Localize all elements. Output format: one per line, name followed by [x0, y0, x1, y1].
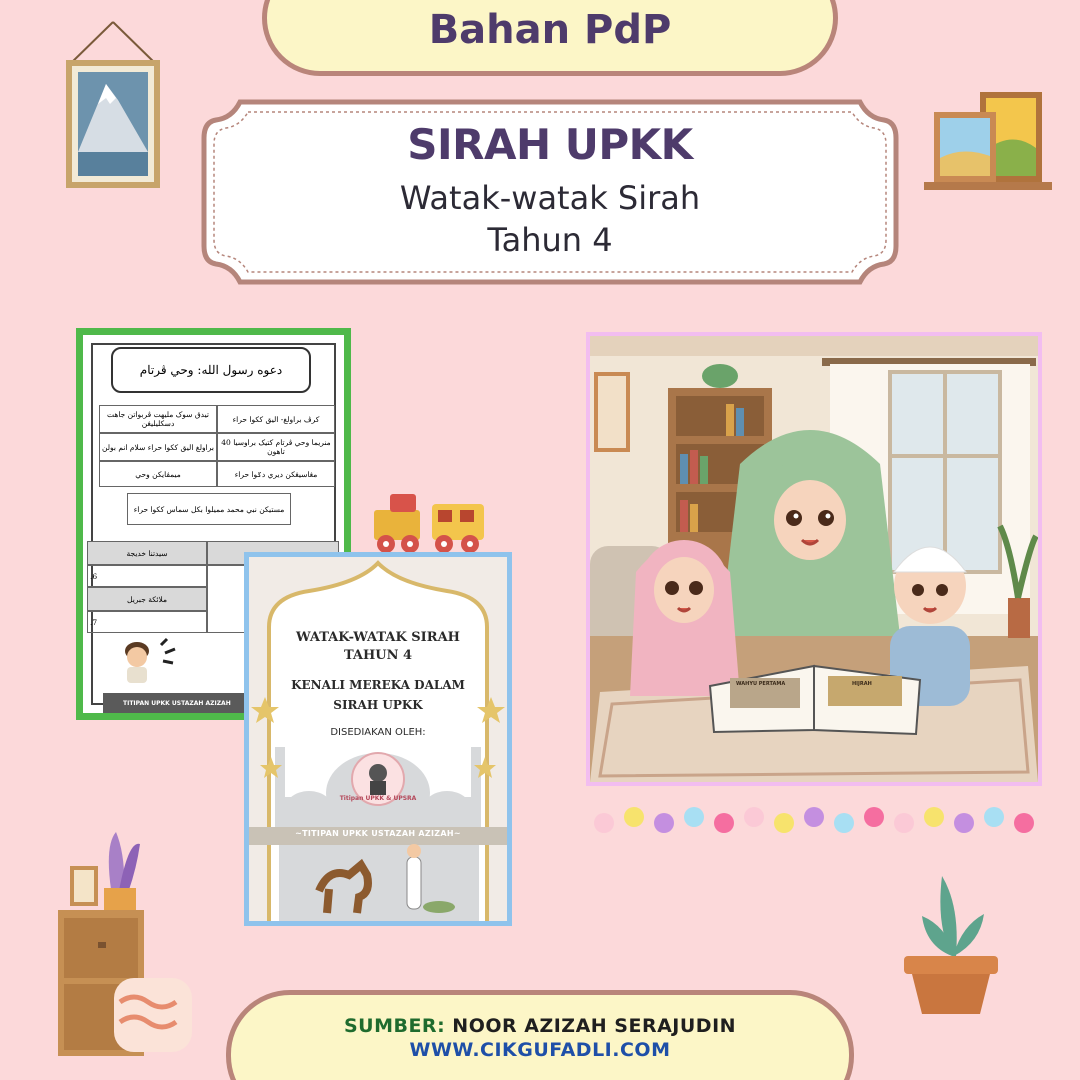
source-label: SUMBER: — [343, 1015, 446, 1037]
decorative-dot — [624, 807, 644, 827]
worksheet-table — [95, 405, 335, 535]
worksheet-cell: مڠاسيڠكن ديري دݢوا حراء — [217, 461, 335, 487]
decorative-dot — [594, 813, 614, 833]
decorative-dot — [864, 807, 884, 827]
page-title: SIRAH UPKK — [407, 120, 693, 169]
decorative-dot — [954, 813, 974, 833]
worksheet-cell: براولغ اليق ككوا حراء سلام انم بولن — [99, 433, 217, 461]
decorative-dot — [834, 813, 854, 833]
book-right-caption: HIJRAH — [852, 681, 872, 687]
mosque-arch-icon — [249, 557, 507, 921]
cover-credit: ~TITIPAN UPKK USTAZAH AZIZAH~ — [295, 829, 461, 838]
worksheet-heading: دعوه رسول الله: وحي ڤرتام — [111, 347, 311, 393]
worksheet-cell: كرڤ براولغ- اليق ككوا حراء — [217, 405, 335, 433]
family-reading-scene — [590, 336, 1038, 782]
title-block — [200, 120, 900, 261]
worksheet-cell: منريما وحي ڤرتام كتيک براوسيا 40 تاهون — [217, 433, 335, 461]
worksheet-cell: ميمڤايكن وحي — [99, 461, 217, 487]
cover-prepared-by: DISEDIAKAN OLEH: — [330, 727, 426, 738]
decorative-dot — [774, 813, 794, 833]
decorative-dot — [1014, 813, 1034, 833]
decorative-dots — [594, 806, 1034, 836]
source-line — [231, 1015, 849, 1037]
decorative-dot — [714, 813, 734, 833]
row-number: 6. — [87, 565, 207, 587]
potted-plant-icon — [896, 866, 1006, 1016]
decorative-dot — [924, 807, 944, 827]
cabinet-pillow-icon — [54, 826, 198, 1056]
cover-subtitle-line1: KENALI MEREKA DALAM — [291, 678, 465, 692]
cover-badge: Titipan UPKK & UPSRA — [339, 795, 417, 802]
family-reading-illustration — [586, 332, 1042, 786]
decorative-dot — [744, 807, 764, 827]
toy-train-icon — [370, 490, 490, 556]
decorative-dot — [804, 807, 824, 827]
cover-subtitle-line2: SIRAH UPKK — [333, 698, 423, 712]
shelf-frames-icon — [922, 90, 1054, 194]
decorative-dot — [894, 813, 914, 833]
cover-subtitle — [249, 675, 507, 715]
column-header: سيدتنا خديجة — [87, 541, 207, 565]
book-cover-preview — [244, 552, 512, 926]
mountain-frame-icon — [60, 20, 166, 192]
cover-title-line1: WATAK-WATAK SIRAH — [296, 630, 460, 645]
header-label: Bahan PdP — [428, 7, 672, 53]
decorative-dot — [684, 807, 704, 827]
website-link[interactable]: WWW.CIKGUFADLI.COM — [409, 1039, 671, 1061]
worksheet-footer: TITIPAN UPKK USTAZAH AZIZAH — [103, 693, 323, 713]
worksheet-cell: مستيكن نبي محمد مميلوا بکل سماس ككوا حراء — [127, 493, 291, 525]
book-left-caption: WAHYU PERTAMA — [736, 681, 786, 687]
row-label: ملائكة جبريل — [87, 587, 207, 611]
cover-title — [249, 629, 507, 665]
row-number: 7. — [87, 611, 207, 633]
decorative-dot — [654, 813, 674, 833]
page-subtitle-2: Tahun 4 — [487, 221, 613, 259]
cover-title-line2: TAHUN 4 — [343, 648, 413, 663]
worksheet-cell: تيدق سوک مليهت ڤربواتن جاهت دسكليليڠن — [99, 405, 217, 433]
boy-icon — [115, 635, 185, 685]
footer-pill — [226, 990, 854, 1080]
decorative-dot — [984, 807, 1004, 827]
page-subtitle-1: Watak-watak Sirah — [399, 179, 701, 217]
header-pill — [262, 0, 838, 76]
source-name: NOOR AZIZAH SERAJUDIN — [452, 1015, 737, 1037]
